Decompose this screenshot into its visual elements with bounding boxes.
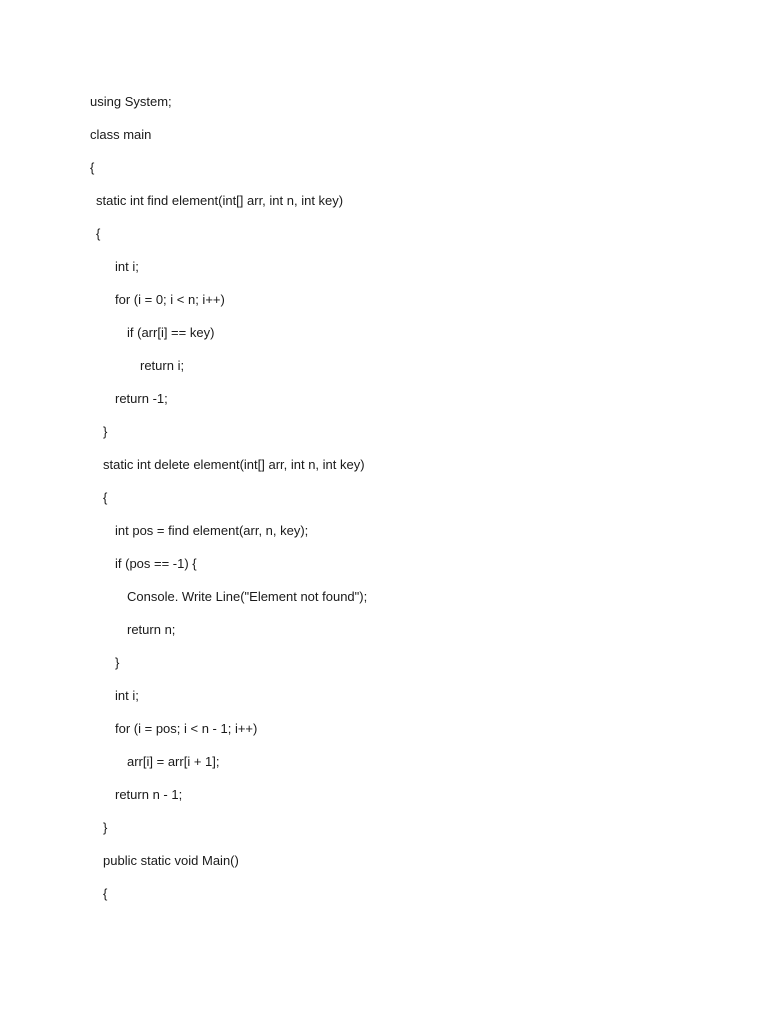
code-line: static int delete element(int[] arr, int n, int key) bbox=[103, 457, 365, 472]
code-line: class main bbox=[90, 127, 152, 142]
code-line: Console. Write Line("Element not found"); bbox=[127, 589, 368, 604]
code-block bbox=[90, 92, 730, 917]
code-line: { bbox=[103, 886, 108, 901]
code-line: } bbox=[103, 820, 108, 835]
code-line: arr[i] = arr[i + 1]; bbox=[127, 754, 220, 769]
code-line: { bbox=[90, 160, 95, 175]
code-line: using System; bbox=[90, 94, 172, 109]
code-line: for (i = pos; i < n - 1; i++) bbox=[115, 721, 258, 736]
code-line: for (i = 0; i < n; i++) bbox=[115, 292, 225, 307]
code-line: static int find element(int[] arr, int n, int key) bbox=[96, 193, 344, 208]
code-line: { bbox=[96, 226, 101, 241]
code-line: return i; bbox=[140, 358, 185, 373]
code-line: return n - 1; bbox=[115, 787, 183, 802]
code-line: int i; bbox=[115, 259, 139, 274]
code-line: public static void Main() bbox=[103, 853, 239, 868]
code-line: { bbox=[103, 490, 108, 505]
code-line: if (pos == -1) { bbox=[115, 556, 197, 571]
code-line: return n; bbox=[127, 622, 176, 637]
code-line: } bbox=[103, 424, 108, 439]
code-line: if (arr[i] == key) bbox=[127, 325, 215, 340]
code-line: } bbox=[115, 655, 120, 670]
code-line: return -1; bbox=[115, 391, 168, 406]
code-line: int pos = find element(arr, n, key); bbox=[115, 523, 309, 538]
code-line: int i; bbox=[115, 688, 139, 703]
